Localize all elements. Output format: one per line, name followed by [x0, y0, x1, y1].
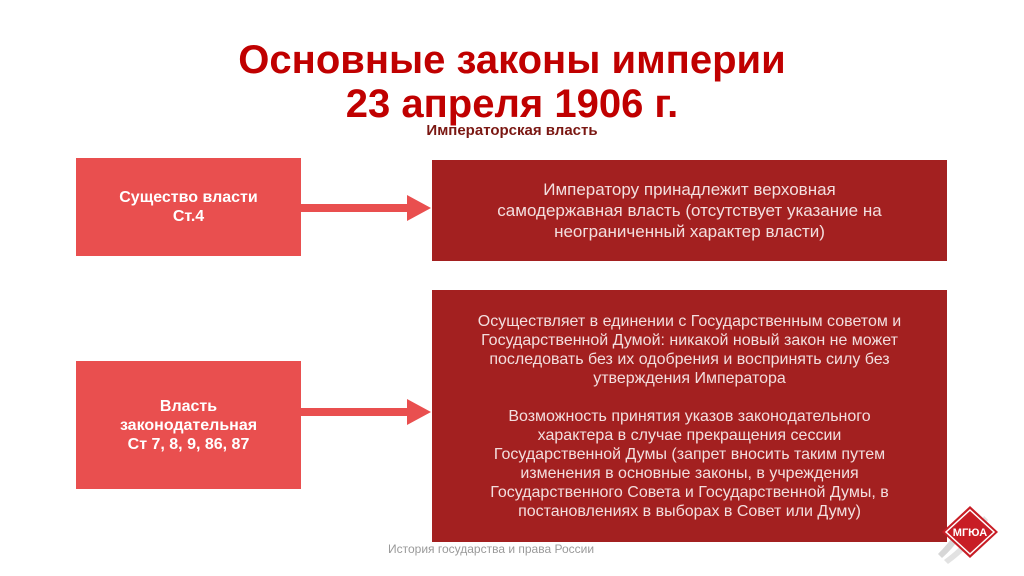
description-line: Осуществляет в единении с Государственным советом и — [477, 312, 902, 330]
power-essence-description — [432, 160, 947, 261]
description-line: характера в случае прекращения сессии — [537, 426, 842, 444]
description-line: изменения в основные законы, в учреждения — [520, 464, 859, 482]
description-line: Возможность принятия указов законодательного — [508, 407, 871, 425]
legislative-power-box — [76, 361, 301, 489]
description-line: самодержавная власть (отсутствует указание на — [497, 201, 882, 220]
description-line: утверждения Императора — [593, 369, 786, 387]
left-box-line: Ст.4 — [172, 208, 205, 225]
arrow-right-icon — [300, 397, 435, 427]
title-line-1: Основные законы империи — [238, 38, 786, 82]
university-logo — [930, 494, 1010, 570]
left-box-line: Ст 7, 8, 9, 86, 87 — [127, 435, 250, 453]
description-line: Государственной Думой: никакой новый закон не может — [481, 331, 898, 349]
description-line: неограниченный характер власти) — [554, 222, 825, 241]
description-line: постановлениях в выборах в Совет или Думу) — [518, 502, 861, 520]
power-essence-box — [76, 158, 301, 256]
logo-text: МГЮА — [952, 527, 988, 539]
description-line: Государственной Думы (запрет вносить таким путем — [493, 445, 886, 463]
slide-subtitle: Императорская власть — [426, 122, 598, 139]
description-line: последовать без их одобрения и воспринять силу без — [489, 350, 890, 368]
left-box-line: Власть — [159, 397, 218, 415]
description-line: Государственного Совета и Государственной Думы, в — [490, 483, 889, 501]
left-box-line: Существо власти — [119, 189, 258, 206]
legislative-power-description — [432, 290, 947, 542]
title-line-2: 23 апреля 1906 г. — [345, 82, 679, 126]
slide-title — [0, 38, 1024, 126]
description-line: Императору принадлежит верховная — [543, 180, 836, 199]
arrow-right-icon — [300, 193, 435, 223]
footer-text: История государства и права России — [388, 542, 595, 556]
left-box-line: законодательная — [119, 416, 258, 434]
